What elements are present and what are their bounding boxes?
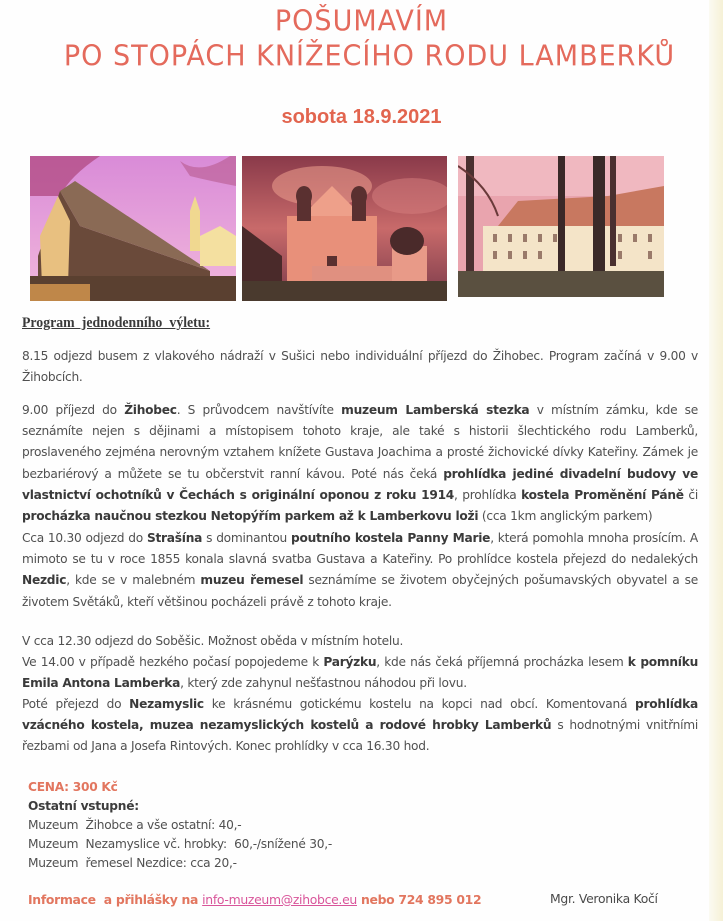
bold-text: Nezamyslic (129, 697, 204, 711)
program-paragraph-2 (22, 400, 698, 527)
text-run: , kde nás čeká příjemná procházka lesem (376, 655, 628, 669)
event-date: sobota 18.9.2021 (281, 106, 442, 128)
bold-text: k pomníku Emila Antona Lamberka (22, 655, 699, 691)
bold-text: prohlídka jediné divadelní budovy ve vlastnictví ochotníků v Čechách s originální oponou z roku 1914 (22, 466, 699, 502)
program-heading: Program jednodenního výletu: (22, 315, 211, 331)
text-run: Poté přejezd do (22, 697, 130, 711)
bold-text: muzeu řemesel (200, 573, 304, 588)
photo-church-with-tower (30, 156, 236, 301)
photo-baroque-church (242, 156, 447, 301)
text-run: Cca 10.30 odjezd do (22, 531, 147, 545)
title-line-1: POŠUMAVÍM (274, 5, 449, 38)
program-paragraph-4 (22, 631, 698, 652)
page-edge (709, 0, 723, 921)
phone-number: nebo 724 895 012 (356, 892, 482, 907)
text-run: 8.15 odjezd busem z vlakového nádraží v Sušici nebo individuální příjezd do Žihobec. Program začíná v 9.00 v Žihobcích. (22, 349, 698, 385)
bold-text: prohlídka vzácného kostela, muzea nezamyslických kostelů a rodové hrobky Lamberků (22, 697, 698, 733)
text-run: seznámíme se životem obyčejných pošumavských obyvatel a se životem Světáků, kteří většinou pocházeli právě z tohoto kraje. (22, 573, 699, 609)
text-run: (cca 1km anglickým parkem) (478, 509, 653, 524)
text-run: , který zde zahynul nešťastnou náhodou při lovu. (180, 676, 467, 691)
bold-text: poutního kostela Panny Marie (291, 531, 491, 545)
fee-item: Muzeum Žihobce a vše ostatní: 40,- (28, 818, 242, 832)
program-paragraph-1 (22, 346, 698, 388)
text-run: či (683, 487, 699, 502)
bold-text: Parýzku (323, 655, 377, 669)
photo-chateau-with-trees (458, 156, 664, 297)
bold-text: Strašína (146, 531, 203, 545)
text-run: , kde se v malebném (66, 573, 201, 588)
title-line-2: PO STOPÁCH KNÍŽECÍHO RODU LAMBERKŮ (63, 40, 676, 73)
bold-text: procházka naučnou stezkou Netopýřím parkem až k Lamberkovu loži (22, 509, 479, 524)
text-run: ke krásnému gotickému kostelu na kopci nad obcí. Komentovaná (203, 697, 636, 711)
text-run: 9.00 příjezd do (22, 403, 125, 417)
text-run: . S průvodcem navštívíte (176, 403, 342, 417)
fee-item: Muzeum řemesel Nezdice: cca 20,- (28, 856, 237, 870)
fee-item: Muzeum Nezamyslice vč. hrobky: 60,-/snížené 30,- (28, 837, 332, 851)
program-paragraph-3 (22, 528, 698, 613)
text-run: , prohlídka (454, 487, 522, 502)
bold-text: Nezdic (22, 573, 67, 588)
program-paragraph-6 (22, 694, 698, 758)
price: CENA: 300 Kč (28, 780, 118, 794)
contact-info (28, 892, 481, 907)
pricing-section (28, 778, 332, 873)
text-run: Ve 14.00 v případě hezkého počasí popojedeme k (22, 655, 324, 669)
text-run: V cca 12.30 odjezd do Soběšic. Možnost oběda v místním hotelu. (22, 634, 404, 648)
bold-text: Žihobec (124, 403, 177, 417)
author-name: Mgr. Veronika Kočí (550, 891, 658, 906)
program-paragraph-5 (22, 652, 698, 694)
text-run: v místním zámku, kde se seznámíte nejen s dějinami a místopisem tohoto kraje, ale také s historii šlechtického rodu Lamberků, proslaveného zejména nerovným vztahem knížete Gustava Joachima a prosté žichovické dívky Kateřiny. Zámek je bezbariérový a můžete se tu občerstvit ranní kávou. Poté nás čeká (22, 403, 698, 481)
other-fees-label: Ostatní vstupné: (28, 799, 139, 813)
bold-text: muzeum Lamberská stezka (341, 403, 530, 417)
text-run: s hodnotnými vnitřními řezbami od Jana a Josefa Rintových. Konec prohlídky v cca 16.30 hod. (22, 718, 698, 754)
text-run: , která pomohla mnoha prosícím. A mimoto se tu v roce 1855 konala slavná svatba Gustava a Kateřiny. Po prohlídce kostela přejezd do nedalekých (22, 531, 699, 567)
info-prefix: Informace a přihlášky na (28, 892, 203, 907)
email-link[interactable]: info-muzeum@zihobce.eu (202, 892, 357, 907)
text-run: s dominantou (202, 531, 292, 545)
bold-text: kostela Proměnění Páně (521, 487, 684, 502)
